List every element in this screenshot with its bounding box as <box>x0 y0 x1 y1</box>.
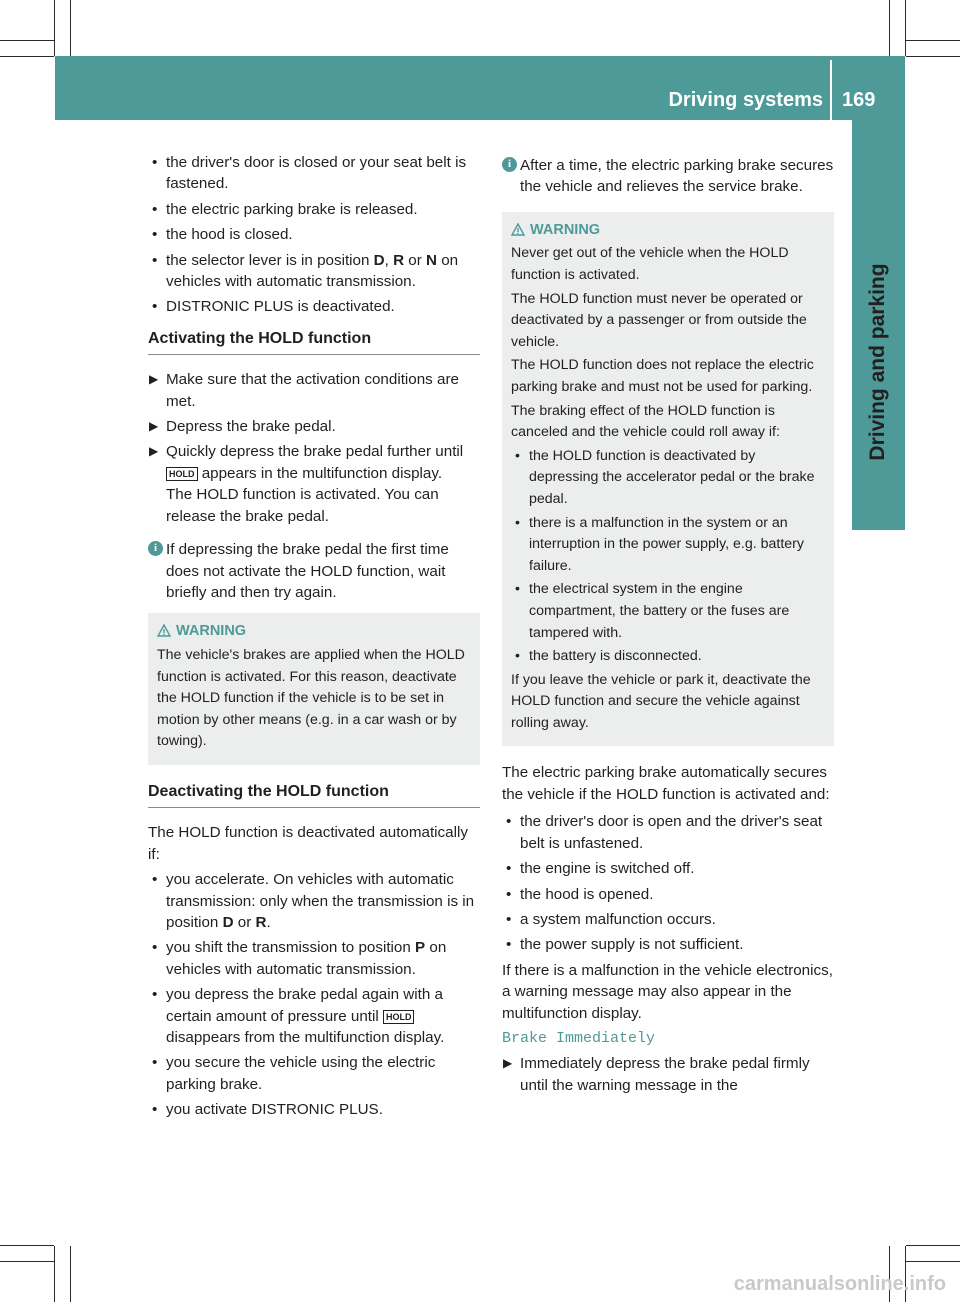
info-icon: i <box>502 157 517 172</box>
list-item: • the HOLD function is deactivated by depressing the accelerator pedal or the brake pedal. <box>515 447 815 507</box>
section-heading: Deactivating the HOLD function <box>148 781 480 808</box>
list-item: • a system malfunction occurs. <box>506 910 716 928</box>
page-number: 169 <box>842 89 876 111</box>
list-item: • you accelerate. On vehicles with automatic transmission: only when the transmission is in position D or R. <box>152 871 475 931</box>
list-item: • the power supply is not sufficient. <box>506 936 744 954</box>
crop-mark <box>906 40 960 41</box>
step-item: ▶ Quickly depress the brake pedal further until HOLD appears in the multifunction display. <box>149 443 464 482</box>
list-item: • there is a malfunction in the system or an interruption in the power supply, e.g. battery failure. <box>515 514 804 574</box>
warning-text: The braking effect of the HOLD function is canceled and the vehicle could roll away if: <box>511 402 780 441</box>
right-column <box>502 155 834 1100</box>
chapter-tab-label: Driving and parking <box>866 263 889 461</box>
list-item: • you activate DISTRONIC PLUS. <box>152 1101 383 1119</box>
warning-text: The vehicle's brakes are applied when the HOLD function is activated. For this reason, deactivate the HOLD function if the vehicle is to be set in motion by other means (e.g. in a car wash or by towing). <box>157 646 465 750</box>
crop-mark <box>906 56 960 57</box>
crop-mark <box>0 1261 54 1262</box>
header-separator <box>830 60 832 120</box>
info-note: i After a time, the electric parking brake secures the vehicle and relieves the service brake. <box>502 155 834 198</box>
paragraph: If there is a malfunction in the vehicle electronics, a warning message may also appear in the multifunction display. <box>502 961 833 1022</box>
paragraph: The HOLD function is deactivated automatically if: <box>148 824 468 863</box>
watermark: carmanualsonline.info <box>733 1273 946 1295</box>
step-item: ▶ Immediately depress the brake pedal firmly until the warning message in the <box>503 1055 810 1094</box>
crop-mark <box>906 1261 960 1262</box>
warning-header: WARNING <box>157 621 472 643</box>
crop-mark <box>54 0 55 56</box>
list-item: • the battery is disconnected. <box>515 648 702 665</box>
list-item: • the driver's door is open and the driver's seat belt is unfastened. <box>506 813 823 852</box>
crop-mark <box>0 56 54 57</box>
hold-icon: HOLD <box>166 467 198 481</box>
left-column <box>148 152 480 1125</box>
warning-text: The HOLD function must never be operated or deactivated by a passenger or from outside the vehicle. <box>511 290 807 350</box>
warning-header: WARNING <box>511 220 826 242</box>
list-item: • you shift the transmission to position P on vehicles with automatic transmission. <box>152 939 447 978</box>
crop-mark <box>0 1245 54 1246</box>
arrow-icon: ▶ <box>503 1056 513 1071</box>
info-icon: i <box>148 541 163 556</box>
arrow-icon: ▶ <box>149 444 159 459</box>
crop-mark <box>70 0 71 56</box>
crop-mark <box>889 0 890 56</box>
list-item: • you secure the vehicle using the electric parking brake. <box>152 1054 436 1093</box>
list-item: • the hood is closed. <box>152 226 293 244</box>
crop-mark <box>70 1246 71 1302</box>
chapter-marker <box>852 484 905 530</box>
warning-icon <box>511 223 525 236</box>
display-message: Brake Immediately <box>502 1029 656 1047</box>
section-heading: Activating the HOLD function <box>148 328 480 355</box>
arrow-icon: ▶ <box>149 372 159 387</box>
hold-icon: HOLD <box>383 1010 415 1024</box>
crop-mark <box>54 1246 55 1302</box>
list-item: • the hood is opened. <box>506 885 654 903</box>
warning-box <box>148 613 480 765</box>
paragraph: The electric parking brake automatically secures the vehicle if the HOLD function is activated and: <box>502 764 830 803</box>
warning-text: Never get out of the vehicle when the HOLD function is activated. <box>511 245 789 283</box>
info-note: i If depressing the brake pedal the first time does not activate the HOLD function, wait briefly and then try again. <box>148 539 480 603</box>
warning-icon <box>157 624 171 637</box>
warning-text: The HOLD function does not replace the electric parking brake and must not be used for parking. <box>511 357 814 395</box>
crop-mark <box>906 1245 960 1246</box>
list-item: • DISTRONIC PLUS is deactivated. <box>152 298 395 316</box>
list-item: • the electrical system in the engine compartment, the battery or the fuses are tampered with. <box>515 581 790 641</box>
crop-mark <box>905 0 906 56</box>
section-title: Driving systems <box>668 89 823 111</box>
list-item: • the electric parking brake is released. <box>152 200 418 218</box>
list-item: • you depress the brake pedal again with a certain amount of pressure until HOLD disappears from the multifunction display. <box>152 986 445 1046</box>
list-item: • the selector lever is in position D, R or N on vehicles with automatic transmission. <box>152 251 459 291</box>
list-item: • the driver's door is closed or your seat belt is fastened. <box>152 154 467 193</box>
step-item: ▶ Make sure that the activation conditions are met. <box>149 371 459 410</box>
warning-text: If you leave the vehicle or park it, deactivate the HOLD function and secure the vehicle against rolling away. <box>511 671 811 731</box>
step-result: The HOLD function is activated. You can release the brake pedal. <box>166 486 439 525</box>
step-item: ▶ Depress the brake pedal. <box>148 416 480 437</box>
list-item: • the engine is switched off. <box>506 860 695 878</box>
warning-box <box>502 212 834 747</box>
crop-mark <box>0 40 54 41</box>
arrow-icon: ▶ <box>149 419 159 434</box>
